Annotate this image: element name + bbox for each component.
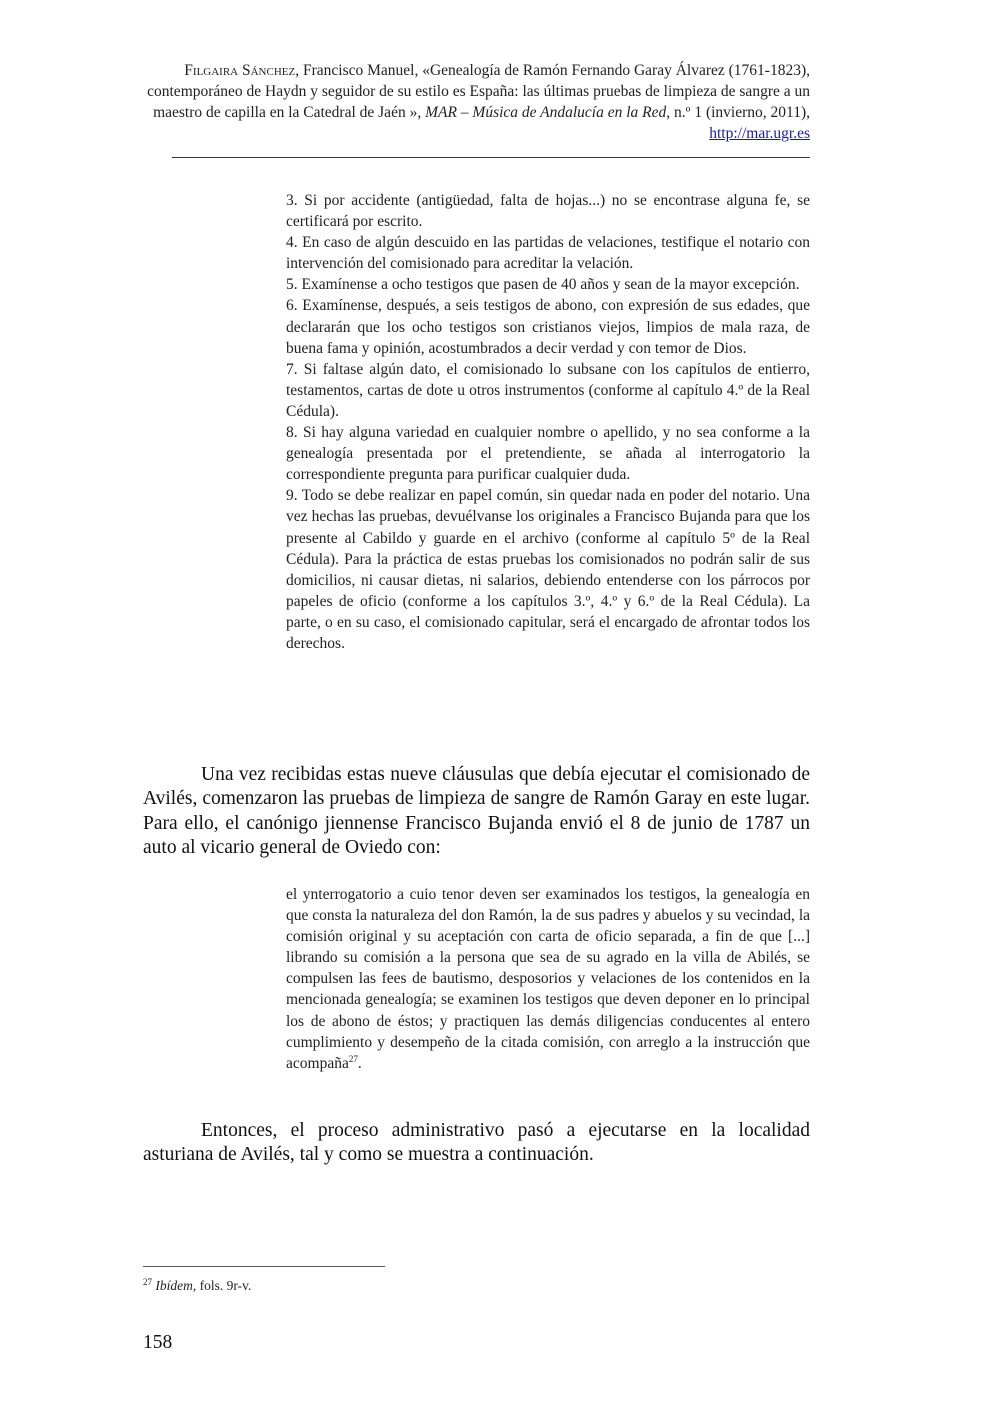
clause-7: 7. Si faltase algún dato, el comisionado lo subsane con los capítulos de entierro, testamentos, cartas de dote u otros instrumentos (conforme al capítulo 4.º de la Real Cédula). — [286, 360, 810, 420]
header-issue: , n.º 1 (invierno, 2011), — [666, 104, 810, 121]
clause-3: 3. Si por accidente (antigüedad, falta de hojas...) no se encontrase alguna fe, se certificará por escrito. — [286, 192, 810, 231]
auto-quote-text: el ynterrogatorio a cuio tenor deven ser examinados los testigos, la genealogía en que consta la naturaleza del don Ramón, la de sus padres y abuelos y su vecindad, la comisión original y su aceptación con carta de oficio separada, a fin de que [...] librando su comisión a la persona que sea de su agrado en la villa de Abilés, se compulsen las fees de bautismo, desposorios y velaciones de los contenidos en la mencionada genealogía; se examinen los testigos que deven deponer en lo principal los de abono de éstos; y practiquen las demás diligencias conducentes al entero cumplimiento y desempeño de la citada comisión, con arreglo a la instrucción que acompaña — [286, 886, 810, 1072]
clause-6: 6. Examínense, después, a seis testigos de abono, con expresión de sus edades, que declararán que los ocho testigos son cristianos viejos, limpios de mala raza, de buena fama y opinión, acostumbrados a decir verdad y con temor de Dios. — [286, 297, 810, 357]
clause-9: 9. Todo se debe realizar en papel común, sin quedar nada en poder del notario. Una vez hechas las pruebas, devuélvanse los originales a Francisco Bujanda para que los presente al Cabildo y guarde en el archivo (conforme al capítulo 5º de la Real Cédula). Para la práctica de estas pruebas los comisionados no podrán salir de sus domicilios, ni causar dietas, ni salarios, debiendo entenderse con los párrocos por papeles de oficio (conforme a los capítulos 3.º, 4.º y 6.º de la Real Cédula). La parte, o en su caso, el comisionado capitular, será el encargado de afrontar todos los derechos. — [286, 487, 810, 652]
clause-8: 8. Si hay alguna variedad en cualquier nombre o apellido, y no sea conforme a la genealogía presentada por el pretendiente, se añada al interrogatorio la correspondiente pregunta para purificar cualquier duda. — [286, 424, 810, 484]
footnote-divider — [143, 1266, 385, 1267]
clause-4: 4. En caso de algún descuido en las partidas de velaciones, testifique el notario con intervención del comisionado para acreditar la velación. — [286, 234, 810, 273]
header-author: Filgaira Sánchez — [184, 62, 296, 79]
running-header — [142, 60, 810, 144]
body-paragraph-1: Una vez recibidas estas nueve cláusulas que debía ejecutar el comisionado de Avilés, comenzaron las pruebas de limpieza de sangre de Ramón Garay en este lugar. Para ello, el canónigo jiennense Francisco Bujanda envió el 8 de junio de 1787 un auto al vicario general de Oviedo con: — [143, 764, 810, 858]
clauses-block-quote — [286, 190, 810, 654]
body-paragraph-2: Entonces, el proceso administrativo pasó a ejecutarse en la localidad asturiana de Avilés, tal y como se muestra a continuación. — [143, 1120, 810, 1166]
footnote-number: 27 — [143, 1277, 152, 1287]
clause-5: 5. Examínense a ocho testigos que pasen de 40 años y sean de la mayor excepción. — [286, 276, 800, 294]
footnote-text: , fols. 9r-v. — [192, 1278, 252, 1293]
quote-end-period: . — [357, 1054, 362, 1072]
header-divider — [172, 157, 810, 158]
header-citation-text: , Francisco Manuel, «Genealogía de Ramón Fernando Garay Álvarez (1761-1823), contemporáneo de Haydn y seguidor de su estilo es España: las últimas pruebas de limpieza de sangre a un maestro de capilla en la Catedral de Jaén », — [147, 62, 810, 121]
footnote — [143, 1278, 251, 1294]
header-journal: MAR – Música de Andalucía en la Red — [425, 104, 667, 121]
auto-block-quote — [286, 884, 810, 1074]
page-number: 158 — [143, 1332, 173, 1353]
header-url-link[interactable]: http://mar.ugr.es — [709, 125, 810, 142]
footnote-ibidem: Ibídem — [155, 1278, 193, 1293]
footnote-reference[interactable]: 27 — [348, 1053, 358, 1064]
